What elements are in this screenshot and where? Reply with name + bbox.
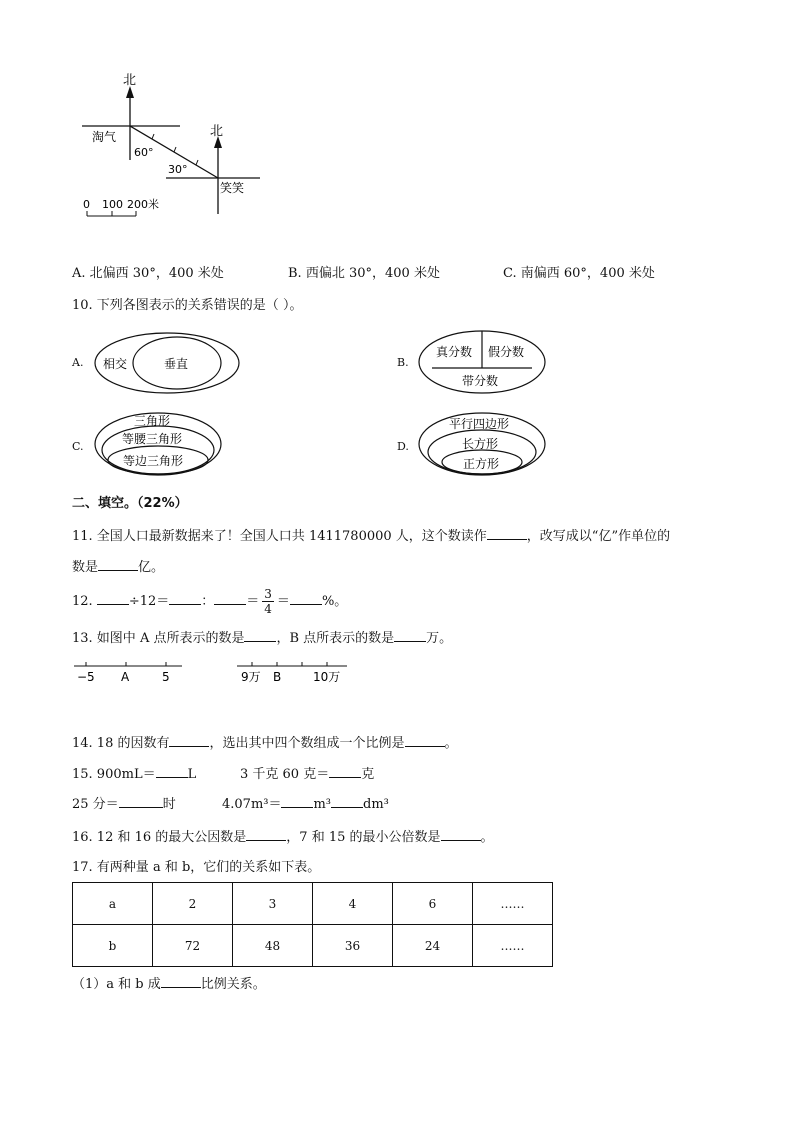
q11-text-c: 数是 xyxy=(72,560,99,575)
diagram-d-label-2: 长方形 xyxy=(462,437,499,451)
q13-text-a: 13. 如图中 A 点所表示的数是 xyxy=(72,631,245,646)
angle-30-label: 30° xyxy=(168,163,188,176)
q10-option-b-label[interactable]: B. xyxy=(397,356,409,369)
q11-line-1 xyxy=(72,527,670,546)
q13-number-line-1 xyxy=(72,658,187,688)
q13-number-line-2 xyxy=(235,658,355,688)
q16-line xyxy=(72,828,494,847)
q12-fraction xyxy=(262,587,274,616)
q10-option-c-label[interactable]: C. xyxy=(72,440,84,453)
q12-colon: ： xyxy=(201,594,215,609)
q15-blank-4[interactable] xyxy=(281,795,313,808)
table-cell: a xyxy=(73,883,153,925)
q10-diagram-c[interactable] xyxy=(92,410,224,478)
table-cell: 6 xyxy=(393,883,473,925)
q17-question: 17. 有两种量 a 和 b，它们的关系如下表。 xyxy=(72,860,321,875)
q17-blank-1[interactable] xyxy=(161,975,201,988)
q14-blank-2[interactable] xyxy=(405,734,445,747)
q12-blank-2[interactable] xyxy=(169,592,201,605)
q15-line-1 xyxy=(72,765,196,784)
diagram-b-right-label: 假分数 xyxy=(488,345,525,359)
q10-diagram-d[interactable] xyxy=(416,410,548,478)
q11-text-a: 11. 全国人口最新数据来了！全国人口共 1411780000 人，这个数读作 xyxy=(72,529,487,544)
diagram-a-inner-label: 垂直 xyxy=(164,357,189,371)
q14-text-c: 。 xyxy=(444,736,458,751)
q11-text-d: 亿。 xyxy=(138,560,165,575)
q15-blank-1[interactable] xyxy=(156,765,188,778)
q13-blank-1[interactable] xyxy=(244,629,276,642)
q12-blank-3[interactable] xyxy=(214,592,246,605)
q11-text-b: ，改写成以“亿”作单位的 xyxy=(526,529,671,544)
q14-line xyxy=(72,734,458,753)
q16-blank-1[interactable] xyxy=(246,828,286,841)
q12-blank-1[interactable] xyxy=(97,592,129,605)
angle-60-label: 60° xyxy=(134,146,154,159)
nl1-right-label: 5 xyxy=(162,670,170,684)
nl2-point-b: B xyxy=(273,670,282,684)
scale-label-100: 100 xyxy=(102,198,123,211)
table-cell: 4 xyxy=(313,883,393,925)
q15-p3a: 25 分＝ xyxy=(72,797,119,812)
table-cell: 24 xyxy=(393,925,473,967)
diagram-c-label-1: 三角形 xyxy=(134,414,171,428)
q13-text-c: 万。 xyxy=(426,631,453,646)
q12-blank-4[interactable] xyxy=(290,592,322,605)
place-taoqi: 淘气 xyxy=(92,130,117,144)
table-row xyxy=(73,883,553,925)
q12-line xyxy=(72,587,347,617)
q15-blank-3[interactable] xyxy=(119,795,163,808)
q11-blank-1[interactable] xyxy=(487,527,527,540)
q15-blank-5[interactable] xyxy=(331,795,363,808)
q15-p3b: 时 xyxy=(162,797,176,812)
q12-pct: %。 xyxy=(321,594,348,609)
fraction-denominator: 4 xyxy=(264,602,272,616)
diagram-b-bottom-label: 带分数 xyxy=(462,374,499,388)
table-cell: b xyxy=(73,925,153,967)
fraction-numerator: 3 xyxy=(264,587,272,601)
nl2-right-label: 10万 xyxy=(313,670,341,684)
q15-p1b: L xyxy=(187,767,197,782)
north-label-2: 北 xyxy=(210,124,224,139)
q15-p4c: dm³ xyxy=(363,797,389,812)
q10-diagram-b[interactable] xyxy=(416,328,548,396)
section-2-title: 二、填空。（22%） xyxy=(72,496,188,511)
q10-option-a-label[interactable]: A. xyxy=(72,356,84,369)
q9-option-b[interactable]: B. 西偏北 30°，400 米处 xyxy=(288,266,440,281)
q12-prefix: 12. xyxy=(72,594,97,609)
q9-option-a[interactable]: A. 北偏西 30°，400 米处 xyxy=(72,266,224,281)
table-cell: 3 xyxy=(233,883,313,925)
q17-table xyxy=(72,882,553,967)
table-cell: …… xyxy=(473,925,553,967)
table-cell: …… xyxy=(473,883,553,925)
table-row xyxy=(73,925,553,967)
q9-option-c[interactable]: C. 南偏西 60°，400 米处 xyxy=(503,266,655,281)
q16-blank-2[interactable] xyxy=(441,828,481,841)
q16-text-b: ，7 和 15 的最小公倍数是 xyxy=(286,830,441,845)
nl1-point-a: A xyxy=(121,670,130,684)
q11-line-2 xyxy=(72,558,164,577)
q15-p2a: 3 千克 60 克＝ xyxy=(240,767,330,782)
q10-option-d-label[interactable]: D. xyxy=(397,440,409,453)
q16-text-a: 16. 12 和 16 的最大公因数是 xyxy=(72,830,247,845)
diagram-c-label-2: 等腰三角形 xyxy=(122,432,183,446)
q12-eq2: ＝ xyxy=(276,594,290,609)
q14-blank-1[interactable] xyxy=(169,734,209,747)
q14-text-b: ，选出其中四个数组成一个比例是 xyxy=(209,736,405,751)
table-cell: 2 xyxy=(153,883,233,925)
diagram-c-label-3: 等边三角形 xyxy=(123,454,184,468)
diagram-a-outer-label: 相交 xyxy=(103,357,128,371)
q11-blank-2[interactable] xyxy=(98,558,138,571)
q17-sub1-text-a: （1）a 和 b 成 xyxy=(72,977,161,992)
q13-text-b: ，B 点所表示的数是 xyxy=(276,631,395,646)
q15-p2b: 克 xyxy=(361,767,375,782)
q16-text-c: 。 xyxy=(480,830,494,845)
scale-label-200: 200米 xyxy=(127,198,159,211)
q15-p1a: 15. 900mL＝ xyxy=(72,767,156,782)
q14-text-a: 14. 18 的因数有 xyxy=(72,736,170,751)
q13-blank-2[interactable] xyxy=(394,629,426,642)
direction-map-figure xyxy=(70,68,270,228)
diagram-b-left-label: 真分数 xyxy=(436,345,473,359)
scale-label-0: 0 xyxy=(83,198,90,211)
diagram-d-label-3: 正方形 xyxy=(463,457,500,471)
q15-p4a: 4.07m³＝ xyxy=(222,797,282,812)
north-label-1: 北 xyxy=(123,73,137,88)
table-cell: 72 xyxy=(153,925,233,967)
q12-div: ÷12＝ xyxy=(128,594,170,609)
q15-line-1b xyxy=(240,765,374,784)
q10-question: 10. 下列各图表示的关系错误的是（ ）。 xyxy=(72,298,303,313)
nl1-left-label: −5 xyxy=(77,670,95,684)
nl2-left-label: 9万 xyxy=(241,670,261,684)
q15-blank-2[interactable] xyxy=(329,765,361,778)
diagram-d-label-1: 平行四边形 xyxy=(449,417,510,431)
q10-diagram-a[interactable] xyxy=(92,330,242,396)
q13-line xyxy=(72,629,452,648)
q15-line-2b xyxy=(222,795,389,814)
table-cell: 48 xyxy=(233,925,313,967)
table-cell: 36 xyxy=(313,925,393,967)
q15-line-2 xyxy=(72,795,176,814)
q17-sub1-text-b: 比例关系。 xyxy=(200,977,266,992)
q17-sub-1 xyxy=(72,975,266,994)
q15-p4b: m³ xyxy=(313,797,332,812)
q12-eq: ＝ xyxy=(246,594,260,609)
place-xiaoxiao: 笑笑 xyxy=(220,181,245,195)
